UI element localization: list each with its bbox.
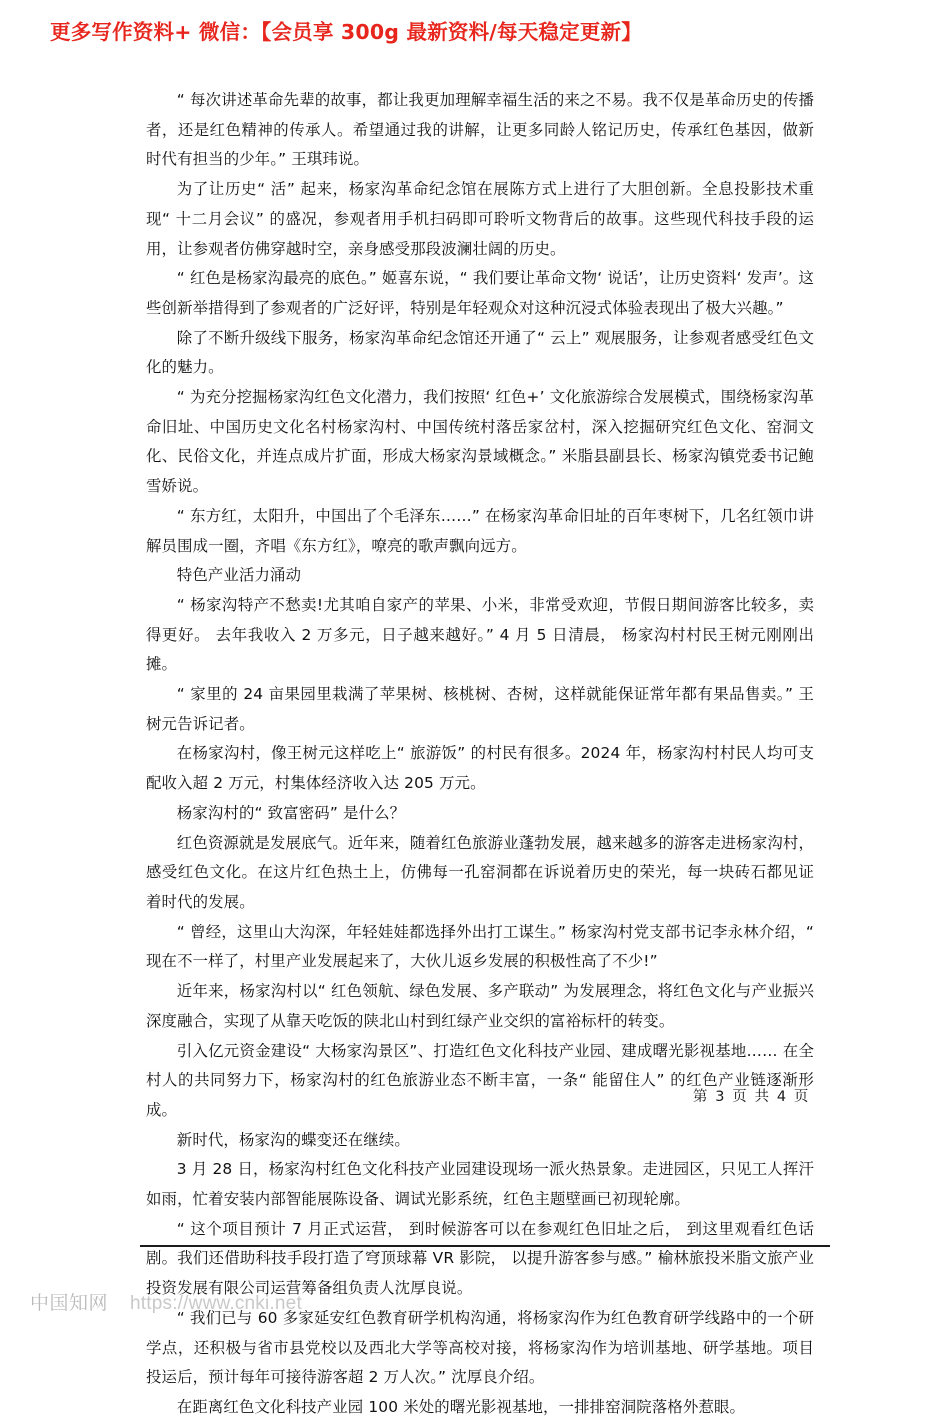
document-paragraph: 杨家沟村的“ 致富密码” 是什么？: [176, 803, 406, 822]
cnki-watermark-footer: [30, 1288, 302, 1315]
document-paragraph: 3 月 28 日，杨家沟村红色文化科技产业园建设现场一派火热景象。走进园区，只见工人挥汗如雨，忙着安装内部智能展陈设备、调试光影系统，红色主题壁画已初现轮廓。: [146, 1160, 814, 1209]
document-paragraph: 近年来，杨家沟村以“ 红色领航、绿色发展、多产联动” 为发展理念，将红色文化与产业振兴深度融合，实现了从靠天吃饭的陕北山村到红绿产业交织的富裕标杆的转变。: [146, 982, 814, 1030]
document-paragraph: 特色产业活力涌动: [176, 566, 302, 585]
document-paragraph: “ 东方红，太阳升，中国出了个毛泽东……” 在杨家沟革命旧址的百年枣树下，几名红领巾讲解员围成一圈，齐唱《东方红》，嘹亮的歌声飘向远方。: [146, 506, 814, 555]
document-paragraph: 除了不断升级线下服务，杨家沟革命纪念馆还开通了“ 云上” 观展服务，让参观者感受红色文化的魅力。: [146, 328, 814, 377]
document-paragraph: “ 曾经，这里山大沟深，年轻娃娃都选择外出打工谋生。” 杨家沟村党支部书记李永林介绍，“ 现在不一样了，村里产业发展起来了，大伙儿返乡发展的积极性高了不少!”: [146, 922, 814, 971]
promo-header-banner: [50, 14, 910, 46]
document-paragraph: “ 家里的 24 亩果园里栽满了苹果树、核桃树、杏树，这样就能保证常年都有果品售卖。” 王树元告诉记者。: [146, 685, 814, 733]
document-paragraph: “ 每次讲述革命先辈的故事，都让我更加理解幸福生活的来之不易。我不仅是革命历史的传播者，还是红色精神的传承人。希望通过我的讲解，让更多同龄人铭记历史，传承红色基因，做新时代有担当的少年。” 王琪玮说。: [146, 91, 814, 169]
document-paragraph: 在杨家沟村，像王树元这样吃上“ 旅游饭” 的村民有很多。2024 年，杨家沟村村民人均可支配收入超 2 万元，村集体经济收入达 205 万元。: [146, 744, 814, 793]
document-paragraph: 新时代，杨家沟的蝶变还在继续。: [176, 1130, 410, 1149]
document-paragraph: 在距离红色文化科技产业园 100 米处的曙光影视基地，一排排窑洞院落格外惹眼。: [176, 1397, 746, 1416]
promo-header-text: 更多写作资料+ 微信：【会员享 300g 最新资料/每天稳定更新】: [50, 20, 642, 44]
document-paragraph: “ 杨家沟特产不愁卖!尤其咱自家产的苹果、小米，非常受欢迎，节假日期间游客比较多，卖得更好。 去年我收入 2 万多元，日子越来越好。” 4 月 5 日清晨， 杨家沟村村民王树元刚刚出摊。: [146, 595, 814, 674]
document-paragraph: 引入亿元资金建设“ 大杨家沟景区”、打造红色文化科技产业园、建成曙光影视基地…… 在全村人的共同努力下，杨家沟村的红色旅游业态不断丰富，一条“ 能留住人” 的红色产业链逐渐形成。: [146, 1041, 814, 1119]
cnki-url-label[interactable]: https://www.cnki.net: [130, 1293, 302, 1314]
page-number-footer: 第 3 页 共 4 页: [692, 1089, 810, 1105]
document-paragraph: “ 我们已与 60 多家延安红色教育研学机构沟通，将杨家沟作为红色教育研学线路中的一个研学点，还积极与省市县党校以及西北大学等高校对接，将杨家沟作为培训基地、研学基地。项目投运后，预计每年可接待游客超 2 万人次。” 沈厚良介绍。: [146, 1308, 814, 1387]
document-text-column: [146, 86, 814, 1423]
document-paragraph: 为了让历史“ 活” 起来，杨家沟革命纪念馆在展陈方式上进行了大胆创新。全息投影技术重现“ 十二月会议” 的盛况，参观者用手机扫码即可聆听文物背后的故事。这些现代科技手段的运用，让参观者仿佛穿越时空，亲身感受那段波澜壮阔的历史。: [146, 180, 814, 258]
document-paragraph: “ 红色是杨家沟最亮的底色。” 姬喜东说，“ 我们要让革命文物‘ 说话’，让历史资料‘ 发声’。这些创新举措得到了参观者的广泛好评，特别是年轻观众对这种沉浸式体验表现出了极大兴趣。”: [146, 269, 814, 317]
document-paragraph: 红色资源就是发展底气。近年来，随着红色旅游业蓬勃发展，越来越多的游客走进杨家沟村，感受红色文化。在这片红色热土上，仿佛每一孔窑洞都在诉说着历史的荣光，每一块砖石都见证着时代的发展。: [146, 833, 814, 911]
document-paragraph: “ 为充分挖掘杨家沟红色文化潜力，我们按照‘ 红色+’ 文化旅游综合发展模式，围绕杨家沟革命旧址、中国历史文化名村杨家沟村、中国传统村落岳家岔村，深入挖掘研究红色文化、窑洞文化、民俗文化，并连点成片扩面，形成大杨家沟景域概念。” 米脂县副县长、杨家沟镇党委书记鲍雪娇说。: [146, 388, 814, 496]
cnki-brand-label: 中国知网: [30, 1292, 109, 1314]
footer-divider-rule: [140, 1245, 830, 1247]
document-paragraph: “ 这个项目预计 7 月正式运营， 到时候游客可以在参观红色旧址之后， 到这里观看红色话剧。我们还借助科技手段打造了穹顶球幕 VR 影院， 以提升游客参与感。” 榆林旅投米脂文旅产业投资发展有限公司运营筹备组负责人沈厚良说。: [146, 1219, 814, 1298]
